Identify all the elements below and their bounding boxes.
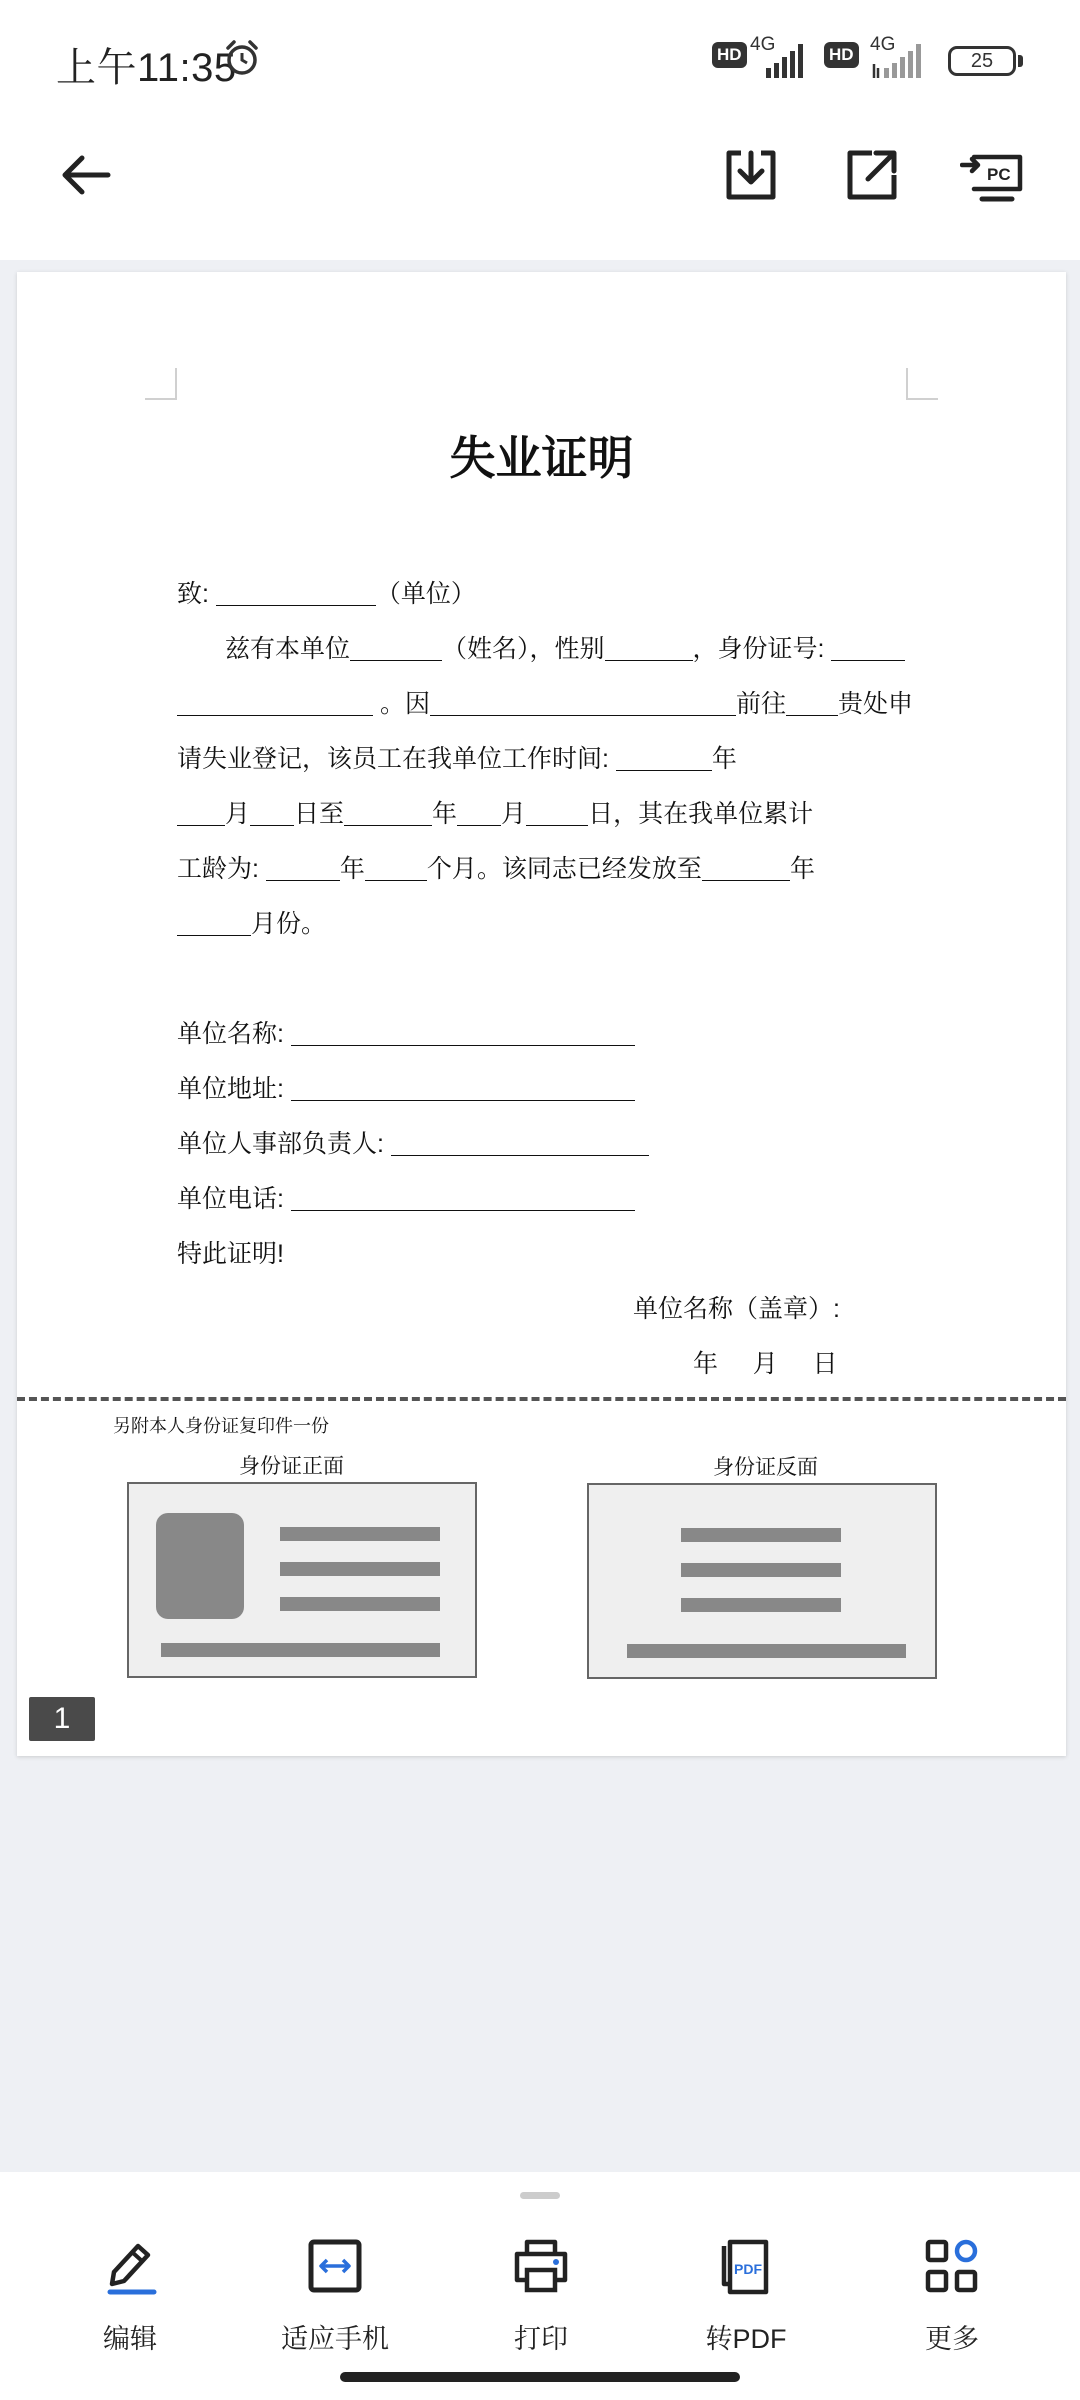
hr-head-field: 单位人事部负责人: [177,1124,649,1160]
cast-to-pc-button[interactable] [952,135,1032,215]
addressee-line: 致: （单位） [177,580,476,608]
arrow-left-icon [56,145,116,205]
network-type: 4G [750,34,776,55]
id-text-bar [681,1598,841,1612]
print-button[interactable] [461,2234,621,2356]
id-text-bar [280,1562,440,1576]
printer-icon [509,2234,573,2298]
id-front-placeholder [127,1482,477,1678]
body-line-4: 月 日至 年 月 日，其在我单位累计 [177,794,813,830]
body-line-6: 月份。 [177,904,326,940]
edit-label: 编辑 [103,2324,157,2354]
signal-icon [872,44,922,78]
cast-to-pc-icon [960,145,1024,205]
id-text-bar [681,1528,841,1542]
share-icon [842,145,902,205]
date-line: 年 月 日 [693,1350,838,1378]
svg-text:PC: PC [987,165,1011,184]
id-text-bar [681,1563,841,1577]
id-back-placeholder [587,1483,937,1679]
more-label: 更多 [925,2324,979,2354]
unit-address-field: 单位地址: [177,1069,635,1105]
print-label: 打印 [514,2324,568,2354]
more-button[interactable] [872,2234,1032,2356]
signal-icon [766,44,808,78]
edit-pencil-icon [98,2234,162,2298]
fit-phone-button[interactable] [255,2234,415,2356]
share-button[interactable] [832,135,912,215]
sim2-indicator [824,34,896,68]
stamp-label: 单位名称（盖章）: [633,1295,840,1323]
body-line-1: 兹有本单位 （姓名），性别 ，身份证号: [225,629,905,665]
certify-text: 特此证明! [177,1240,284,1268]
document-page[interactable] [17,272,1066,1756]
id-front-label: 身份证正面 [239,1455,344,1478]
id-text-bar [280,1527,440,1541]
status-time: 上午11:35 [56,46,237,90]
back-button[interactable] [46,135,126,215]
id-text-bar [161,1643,440,1657]
page-number-badge: 1 [29,1697,95,1741]
battery-indicator: 25 [948,46,1016,76]
id-photo-placeholder [156,1513,244,1619]
drag-handle[interactable] [520,2192,560,2199]
download-button[interactable] [711,135,791,215]
unit-phone-field: 单位电话: [177,1179,635,1215]
convert-pdf-button[interactable] [666,2234,826,2356]
edit-button[interactable] [50,2234,210,2356]
top-toolbar [0,125,1080,260]
crop-mark [145,368,177,400]
bottom-toolbar [0,2172,1080,2400]
svg-text:PDF: PDF [734,2261,762,2277]
alarm-clock-icon [222,38,262,78]
battery-tip [1018,55,1023,67]
fit-phone-label: 适应手机 [281,2324,389,2354]
id-text-bar [627,1644,906,1658]
attach-note: 另附本人身份证复印件一份 [113,1416,329,1436]
body-line-2: 。因 前往 贵处申 [177,684,913,720]
hd-badge: HD [824,42,859,68]
home-indicator[interactable] [340,2372,740,2382]
download-icon [721,145,781,205]
status-bar [0,0,1080,125]
sim1-indicator [712,34,776,68]
body-line-5: 工龄为: 年 个月。该同志已经发放至 年 [177,855,815,883]
document-title: 失业证明 [449,432,634,484]
id-back-label: 身份证反面 [713,1456,818,1479]
body-line-3: 请失业登记，该员工在我单位工作时间: 年 [177,745,737,773]
crop-mark [906,368,938,400]
fit-phone-icon [303,2234,367,2298]
more-grid-icon [920,2234,984,2298]
cut-line [17,1397,1066,1401]
hd-badge: HD [712,42,747,68]
unit-name-field: 单位名称: [177,1014,635,1050]
convert-pdf-icon [714,2234,778,2298]
convert-pdf-label: 转PDF [705,2324,787,2354]
id-text-bar [280,1597,440,1611]
network-type: 4G [870,34,896,55]
